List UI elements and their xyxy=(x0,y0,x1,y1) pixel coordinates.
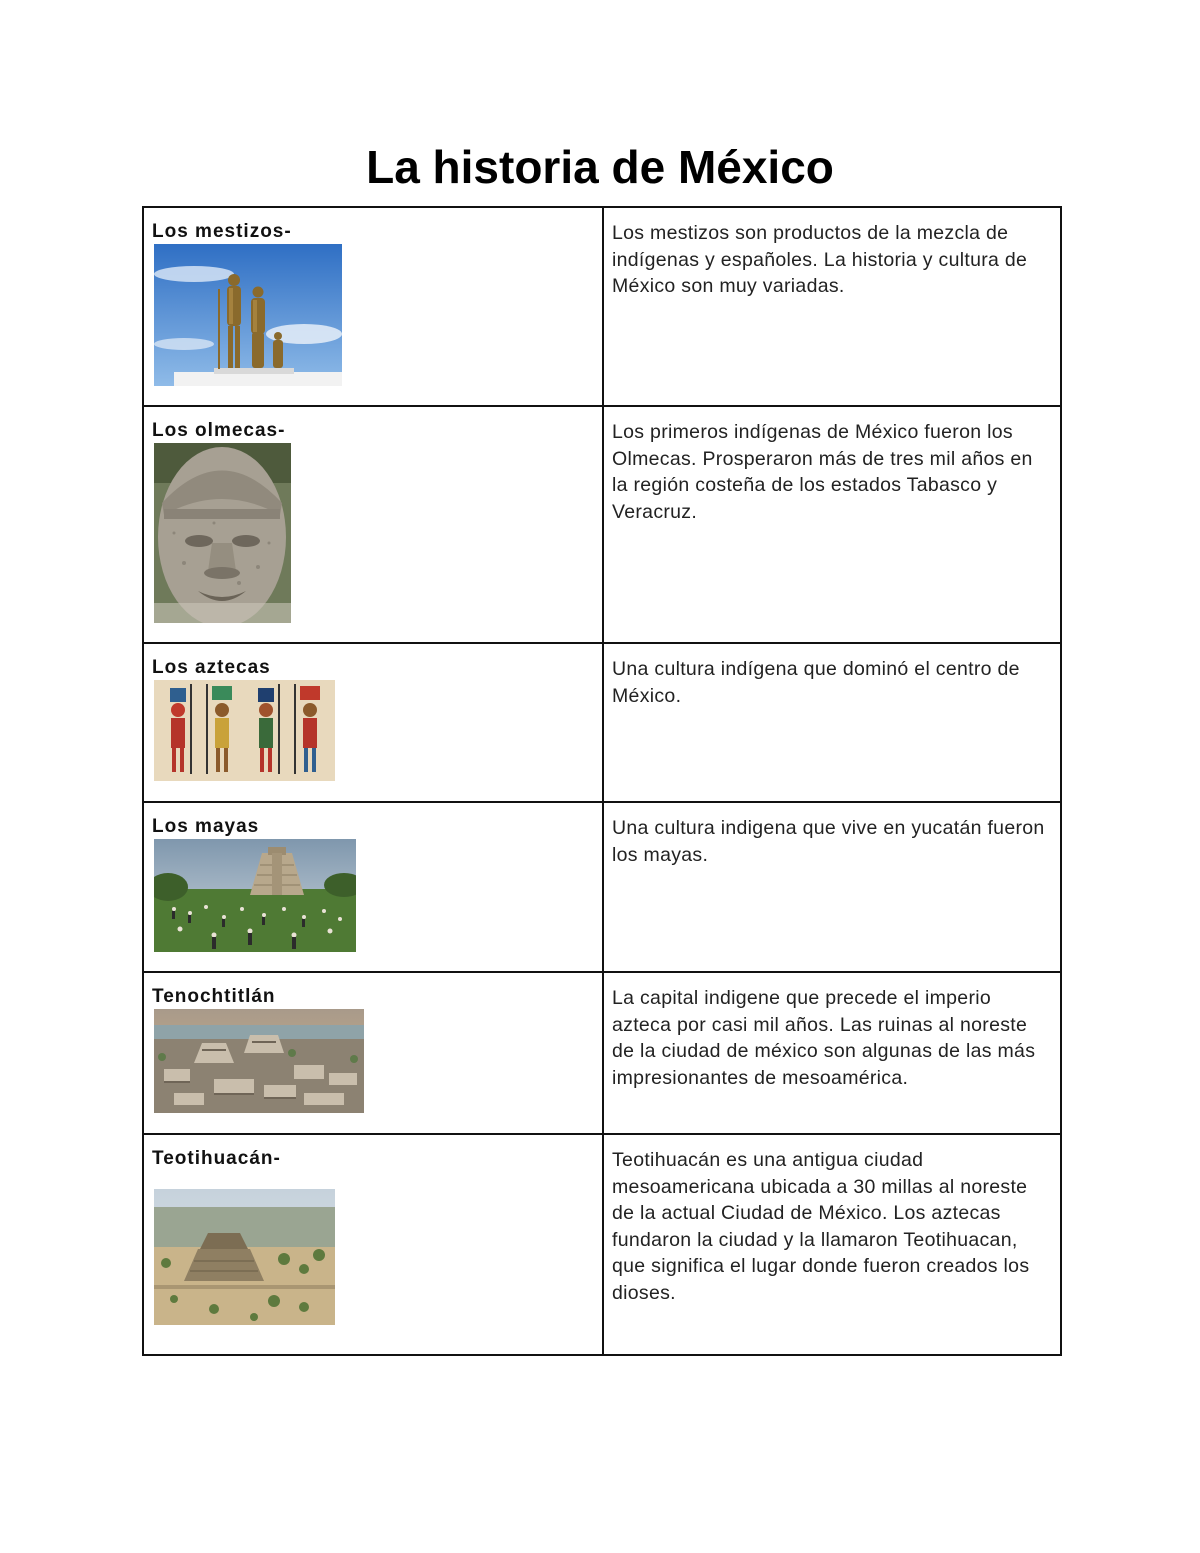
term-cell xyxy=(143,1134,603,1355)
description-text: Teotihuacán es una antigua ciudad mesoamericana ubicada a 30 millas al noreste de la actual Ciudad de México. Los aztecas fundaron la ciudad y la llamaron Teotihuacan, que significa el lugar donde fueron creados los dioses. xyxy=(612,1149,1030,1304)
teotihuacan-pyramid-photo xyxy=(154,1189,335,1325)
description-text: La capital indigene que precede el imperio azteca por casi mil años. Las ruinas al noreste de la ciudad de méxico son algunas de las más impresionantes de mesoamérica. xyxy=(612,987,1036,1089)
term-cell xyxy=(143,972,603,1134)
tenochtitlan-model-image xyxy=(154,1009,364,1113)
statue-photo xyxy=(154,244,342,386)
olmec-head-photo xyxy=(154,443,291,623)
description-cell xyxy=(603,406,1061,643)
description-text: Una cultura indígena que dominó el centro de México. xyxy=(612,658,1020,707)
description-cell xyxy=(603,802,1061,972)
term-cell xyxy=(143,802,603,972)
table-row xyxy=(143,207,1061,406)
table-row xyxy=(143,643,1061,802)
term-cell xyxy=(143,207,603,406)
description-cell xyxy=(603,207,1061,406)
chichen-itza-pyramid-photo xyxy=(154,839,356,952)
table-row xyxy=(143,972,1061,1134)
description-cell xyxy=(603,1134,1061,1355)
term-label: Teotihuacán- xyxy=(152,1148,281,1169)
description-text: Los primeros indígenas de México fueron los Olmecas. Prosperaron más de tres mil años en la región costeña de los estados Tabasco y Veracruz. xyxy=(612,421,1033,523)
description-cell xyxy=(603,972,1061,1134)
term-label: Tenochtitlán xyxy=(152,986,276,1007)
term-cell xyxy=(143,406,603,643)
term-label: Los aztecas xyxy=(152,657,271,678)
page-title: La historia de México xyxy=(366,141,834,193)
history-table xyxy=(142,206,1062,1356)
term-label: Los olmecas- xyxy=(152,420,286,441)
term-cell xyxy=(143,643,603,802)
table-row xyxy=(143,1134,1061,1355)
description-cell xyxy=(603,643,1061,802)
term-label: Los mestizos- xyxy=(152,221,292,242)
description-text: Una cultura indigena que vive en yucatán fueron los mayas. xyxy=(612,817,1045,866)
table-row xyxy=(143,406,1061,643)
term-label: Los mayas xyxy=(152,816,260,837)
aztec-codex-warriors-image xyxy=(154,680,335,781)
table-row xyxy=(143,802,1061,972)
description-text: Los mestizos son productos de la mezcla de indígenas y españoles. La historia y cultura de México son muy variadas. xyxy=(612,222,1028,297)
